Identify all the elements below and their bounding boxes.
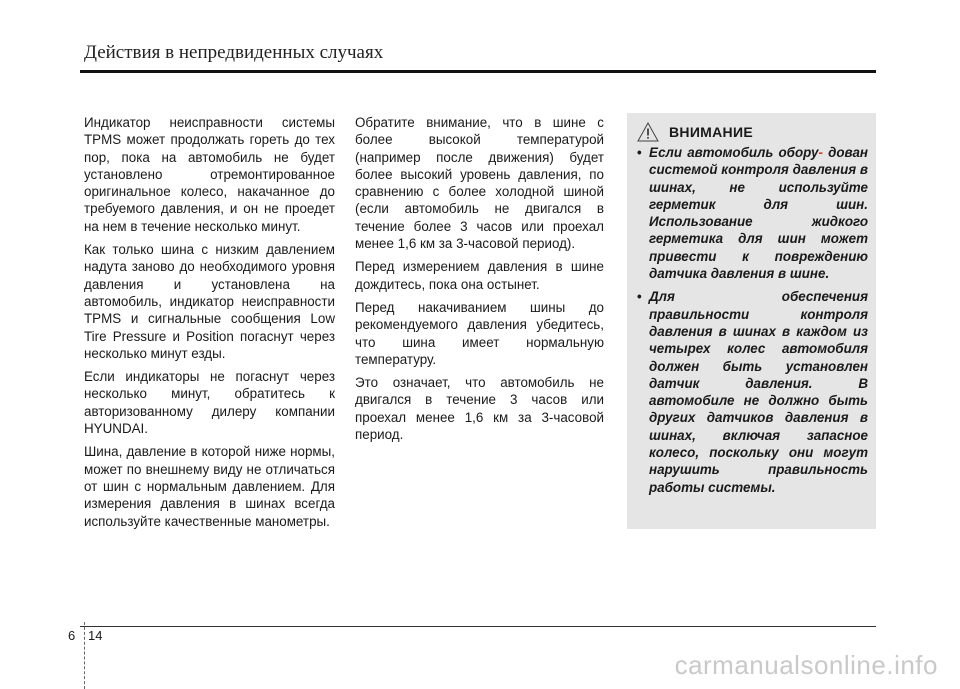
watermark: carmanualsonline.info <box>674 650 938 680</box>
paragraph: Как только шина с низким давлением надута заново до необходимого уровня давления и установлена на автомобиль, индикатор неисправности TPMS и сигнальные сообщения Low Tire Pressure и Position погаснут через несколько минут езды. <box>84 242 335 361</box>
paragraph: Перед измерением давления в шине дождитесь, пока она остынет. <box>355 259 604 292</box>
paragraph: Если индикаторы не погаснут через несколько минут, обратитесь к авторизованному дилеру компании HYUNDAI. <box>84 369 335 437</box>
text-column-left <box>84 114 335 536</box>
warning-item: • Для обеспечения правильности контроля давления в шинах в каждом из четырех колес автомобиля должен быть установлен датчик давления. В автомобиле не должно быть других датчиков давления в шинах, включая запасное колесо, поскольку они могут нарушить правильность работы системы. <box>637 288 868 496</box>
footer-rule <box>80 626 876 627</box>
page-number: 14 <box>88 628 103 643</box>
warning-item-text: дован системой контроля давления в шинах, не используйте герметик для шин. Использование жидкого герметика для шин может привести к повреждению датчика давления в шине. <box>649 145 868 282</box>
paragraph: Перед накачиванием шины до рекомендуемого давления убедитесь, что шина имеет нормальную температуру. <box>355 299 604 367</box>
text-column-middle <box>355 114 604 449</box>
page-header-title: Действия в непредвиденных случаях <box>84 42 384 63</box>
chapter-number: 6 <box>68 628 76 643</box>
warning-item-text: Если автомобиль обору <box>649 145 819 160</box>
footer-divider <box>84 622 86 689</box>
header-rule <box>80 70 876 73</box>
warning-item <box>637 144 868 282</box>
warning-list <box>637 144 868 496</box>
warning-title: ВНИМАНИЕ <box>669 124 753 140</box>
warning-header <box>637 121 868 143</box>
warning-triangle-icon <box>637 122 659 142</box>
paragraph: Шина, давление в которой ниже нормы, может по внешнему виду не отличаться от шин с нормальным давлением. Для измерения давления в шинах всегда используйте качественные манометры. <box>84 444 335 529</box>
paragraph: Обратите внимание, что в шине с более высокой температурой (например после движения) будет более высокий уровень давления, по сравнению с более холодной шиной (если автомобиль не двигался в течение более 3 часов или проехал менее 1,6 км за 3-часовой период). <box>355 115 604 252</box>
paragraph: Индикатор неисправности системы TPMS может продолжать гореть до тех пор, пока на автомобиль не будет установлено отремонтированное оригинальное колесо, накачанное до требуемого давления, и он не проедет на нем в течение несколько минут. <box>84 115 335 234</box>
warning-box <box>627 113 876 529</box>
paragraph: Это означает, что автомобиль не двигался в течение 3 часов или проехал менее 1,6 км за 3-часовой период. <box>355 375 604 443</box>
hyphen-mark: - <box>818 145 823 160</box>
